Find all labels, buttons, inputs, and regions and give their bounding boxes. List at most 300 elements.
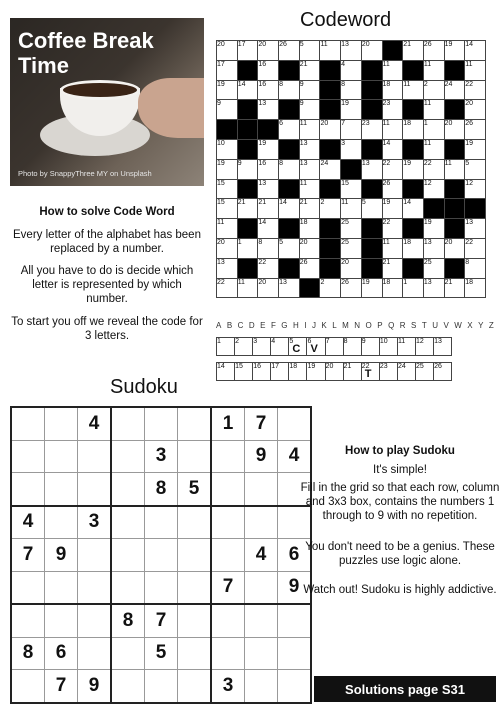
codeword-cell: 20 xyxy=(258,41,279,61)
codeword-black-cell xyxy=(382,41,403,61)
code-key-number: 11 xyxy=(397,338,406,345)
codeword-cell: 20 xyxy=(444,120,465,140)
codeword-cell: 23 xyxy=(382,100,403,120)
sudoku-cell xyxy=(178,604,212,637)
code-key-cell xyxy=(361,338,379,356)
alphabet-letter: Z xyxy=(488,321,494,330)
codeword-cell: 11 xyxy=(465,60,486,80)
codeword-cell: 9 xyxy=(217,100,238,120)
codeword-cell: 5 xyxy=(279,238,300,258)
code-key-letter: T xyxy=(364,368,372,380)
codeword-cell: 16 xyxy=(258,80,279,100)
codeword-cell: 13 xyxy=(423,238,444,258)
codeword-cell: 14 xyxy=(403,199,424,219)
codeword-cell: 2 xyxy=(320,278,341,298)
codeword-cell: 26 xyxy=(382,179,403,199)
code-key-number: 12 xyxy=(416,338,424,345)
codeword-cell: 21 xyxy=(258,199,279,219)
sudoku-cell xyxy=(45,407,78,440)
sudoku-howto-p3: You don't need to be a genius. These puzzles use logic alone. xyxy=(305,541,495,567)
codeword-cell: 25 xyxy=(341,219,362,239)
codeword-black-cell xyxy=(237,100,258,120)
sudoku-cell: 6 xyxy=(45,637,78,670)
sudoku-howto-p2: Fill in the grid so that each row, column and 3x3 box, contains the numbers 1 through to 9 with no repetition. xyxy=(300,482,500,522)
code-key-cell xyxy=(253,338,271,356)
codeword-cell: 17 xyxy=(237,41,258,61)
codeword-black-cell xyxy=(361,179,382,199)
code-key-number: 16 xyxy=(253,363,261,370)
sudoku-cell xyxy=(45,506,78,539)
sudoku-cell xyxy=(211,604,245,637)
codeword-cell: 1 xyxy=(403,278,424,298)
code-key-cell xyxy=(235,338,253,356)
sudoku-cell xyxy=(178,407,212,440)
code-key-cell xyxy=(397,338,415,356)
codeword-black-cell xyxy=(361,219,382,239)
codeword-cell: 15 xyxy=(217,199,238,219)
alphabet-letter: I xyxy=(304,321,307,330)
codeword-cell: 20 xyxy=(341,258,362,278)
alphabet-letter: J xyxy=(311,321,316,330)
sudoku-cell xyxy=(178,539,212,572)
alphabet-letter: W xyxy=(454,321,462,330)
sudoku-cell: 9 xyxy=(278,571,312,604)
codeword-cell: 13 xyxy=(258,100,279,120)
code-key-cell xyxy=(271,338,289,356)
codeword-cell: 11 xyxy=(299,179,320,199)
sudoku-cell: 7 xyxy=(245,407,278,440)
codeword-cell: 11 xyxy=(320,41,341,61)
codeword-cell: 11 xyxy=(423,100,444,120)
codeword-cell: 1 xyxy=(237,238,258,258)
code-key-letter: V xyxy=(310,343,318,355)
codeword-cell: 13 xyxy=(465,219,486,239)
codeword-cell: 20 xyxy=(320,120,341,140)
codeword-black-cell xyxy=(403,219,424,239)
alphabet-letter: B xyxy=(226,321,233,330)
sudoku-cell xyxy=(145,407,178,440)
codeword-cell: 2 xyxy=(423,80,444,100)
sudoku-cell xyxy=(245,670,278,703)
sudoku-cell: 7 xyxy=(45,670,78,703)
alphabet-row xyxy=(216,321,494,330)
codeword-cell: 20 xyxy=(444,238,465,258)
sudoku-cell xyxy=(245,571,278,604)
codeword-cell: 10 xyxy=(217,139,238,159)
code-key-number: 24 xyxy=(397,363,406,370)
codeword-cell: 8 xyxy=(258,238,279,258)
code-key-cell xyxy=(434,363,452,381)
codeword-black-cell xyxy=(279,139,300,159)
codeword-cell: 19 xyxy=(217,80,238,100)
codeword-cell: 20 xyxy=(217,41,238,61)
codeword-black-cell xyxy=(361,258,382,278)
codeword-cell: 15 xyxy=(217,179,238,199)
codeword-cell: 8 xyxy=(279,159,300,179)
alphabet-letter: S xyxy=(411,321,417,330)
codeword-cell: 18 xyxy=(299,219,320,239)
sudoku-grid xyxy=(10,406,312,704)
codeword-cell: 20 xyxy=(361,41,382,61)
sudoku-title: Sudoku xyxy=(110,376,178,398)
codeword-cell: 7 xyxy=(341,120,362,140)
code-key-number: 14 xyxy=(217,363,225,370)
page-title: Coffee Break Time xyxy=(18,28,154,78)
code-key-number: 25 xyxy=(416,363,424,370)
codeword-cell: 19 xyxy=(423,219,444,239)
codeword-cell: 11 xyxy=(444,159,465,179)
sudoku-cell: 3 xyxy=(211,670,245,703)
alphabet-letter: U xyxy=(432,321,438,330)
codeword-cell: 21 xyxy=(382,258,403,278)
sudoku-cell: 9 xyxy=(78,670,112,703)
codeword-cell: 22 xyxy=(382,159,403,179)
codeword-cell: 18 xyxy=(403,238,424,258)
code-key-cell xyxy=(379,363,397,381)
sudoku-cell xyxy=(145,539,178,572)
sudoku-cell xyxy=(45,473,78,506)
sudoku-cell xyxy=(211,637,245,670)
codeword-cell: 25 xyxy=(423,258,444,278)
alphabet-letter: T xyxy=(421,321,427,330)
code-key-cell xyxy=(361,363,379,381)
codeword-cell: 5 xyxy=(361,199,382,219)
sudoku-cell xyxy=(245,473,278,506)
code-key-cell xyxy=(325,363,343,381)
codeword-cell: 11 xyxy=(382,120,403,140)
code-key-number: 23 xyxy=(379,363,388,370)
codeword-black-cell xyxy=(403,60,424,80)
sudoku-cell: 8 xyxy=(111,604,145,637)
alphabet-letter: C xyxy=(237,321,244,330)
codeword-cell: 18 xyxy=(382,80,403,100)
sudoku-cell: 5 xyxy=(178,473,212,506)
code-key-number: 3 xyxy=(253,338,258,345)
code-key-cell xyxy=(235,363,253,381)
code-key-cell xyxy=(397,363,415,381)
codeword-cell: 20 xyxy=(258,278,279,298)
code-key-number: 8 xyxy=(343,338,348,345)
codeword-cell: 22 xyxy=(258,258,279,278)
codeword-grid xyxy=(216,40,486,298)
codeword-cell: 11 xyxy=(423,139,444,159)
codeword-black-cell xyxy=(465,199,486,219)
sudoku-cell xyxy=(11,571,45,604)
codeword-black-cell xyxy=(279,60,300,80)
codeword-black-cell xyxy=(361,139,382,159)
sudoku-cell xyxy=(78,473,112,506)
code-key-cell xyxy=(434,338,452,356)
alphabet-letter: N xyxy=(354,321,361,330)
codeword-black-cell xyxy=(258,120,279,140)
sudoku-cell xyxy=(178,506,212,539)
sudoku-cell xyxy=(111,473,145,506)
code-key-number: 4 xyxy=(271,338,276,345)
codeword-cell: 11 xyxy=(423,60,444,80)
codeword-cell: 9 xyxy=(299,100,320,120)
codeword-black-cell xyxy=(279,179,300,199)
codeword-cell: 5 xyxy=(465,159,486,179)
codeword-cell: 16 xyxy=(258,159,279,179)
code-key-number: 21 xyxy=(343,363,352,370)
code-key-cell xyxy=(289,338,307,356)
codeword-cell: 19 xyxy=(258,139,279,159)
codeword-cell: 14 xyxy=(279,199,300,219)
codeword-howto-title: How to solve Code Word xyxy=(39,206,175,218)
codeword-black-cell xyxy=(444,139,465,159)
code-key-cell xyxy=(289,363,307,381)
code-key-cell xyxy=(416,363,434,381)
sudoku-cell: 3 xyxy=(145,440,178,473)
code-key-row-2 xyxy=(216,362,452,381)
codeword-cell: 13 xyxy=(217,258,238,278)
code-key-number: 6 xyxy=(307,338,312,345)
codeword-cell: 14 xyxy=(237,80,258,100)
alphabet-letter: P xyxy=(377,321,383,330)
codeword-cell: 26 xyxy=(279,41,300,61)
codeword-black-cell xyxy=(279,258,300,278)
sudoku-cell xyxy=(11,407,45,440)
codeword-black-cell xyxy=(444,219,465,239)
codeword-cell: 22 xyxy=(217,278,238,298)
codeword-cell: 20 xyxy=(217,238,238,258)
sudoku-cell xyxy=(178,637,212,670)
codeword-cell: 16 xyxy=(258,60,279,80)
codeword-cell: 19 xyxy=(341,100,362,120)
codeword-cell: 17 xyxy=(217,60,238,80)
sudoku-cell: 4 xyxy=(11,506,45,539)
sudoku-cell xyxy=(211,539,245,572)
sudoku-howto-title: How to play Sudoku xyxy=(345,445,455,457)
codeword-cell: 21 xyxy=(237,199,258,219)
codeword-cell: 23 xyxy=(361,120,382,140)
sudoku-cell: 4 xyxy=(278,440,312,473)
sudoku-cell: 4 xyxy=(78,407,112,440)
sudoku-cell xyxy=(178,440,212,473)
sudoku-cell xyxy=(145,571,178,604)
codeword-cell: 13 xyxy=(299,139,320,159)
codeword-cell: 9 xyxy=(237,159,258,179)
sudoku-cell xyxy=(78,571,112,604)
codeword-cell: 9 xyxy=(299,80,320,100)
code-key-number: 9 xyxy=(361,338,366,345)
codeword-cell: 26 xyxy=(299,258,320,278)
sudoku-howto-p4: Watch out! Sudoku is highly addictive. xyxy=(303,584,497,596)
codeword-cell: 22 xyxy=(382,219,403,239)
codeword-cell: 26 xyxy=(341,278,362,298)
sudoku-cell: 6 xyxy=(278,539,312,572)
codeword-howto-p3: To start you off we reveal the code for 3 letters. xyxy=(11,316,203,342)
codeword-cell: 14 xyxy=(258,219,279,239)
codeword-black-cell xyxy=(361,80,382,100)
codeword-black-cell xyxy=(361,100,382,120)
coffee-surface xyxy=(60,80,140,100)
sudoku-howto-p1: It's simple! xyxy=(373,464,427,476)
codeword-cell: 13 xyxy=(258,179,279,199)
codeword-black-cell xyxy=(237,139,258,159)
code-key-cell xyxy=(217,338,235,356)
codeword-black-cell xyxy=(444,199,465,219)
codeword-black-cell xyxy=(237,60,258,80)
codeword-cell: 22 xyxy=(465,80,486,100)
codeword-black-cell xyxy=(320,179,341,199)
codeword-cell: 13 xyxy=(279,278,300,298)
codeword-black-cell xyxy=(361,60,382,80)
codeword-cell: 8 xyxy=(465,258,486,278)
sudoku-cell xyxy=(245,604,278,637)
codeword-cell: 14 xyxy=(382,139,403,159)
codeword-black-cell xyxy=(444,179,465,199)
sudoku-cell xyxy=(145,506,178,539)
codeword-cell: 11 xyxy=(341,199,362,219)
sudoku-cell xyxy=(245,637,278,670)
codeword-cell: 19 xyxy=(403,159,424,179)
sudoku-cell: 7 xyxy=(11,539,45,572)
code-key-number: 10 xyxy=(379,338,388,345)
sudoku-cell xyxy=(111,670,145,703)
codeword-black-cell xyxy=(444,258,465,278)
codeword-cell: 6 xyxy=(279,120,300,140)
sudoku-cell xyxy=(278,637,312,670)
codeword-black-cell xyxy=(299,278,320,298)
alphabet-letter: G xyxy=(281,321,288,330)
sudoku-cell xyxy=(245,506,278,539)
alphabet-letter: E xyxy=(260,321,266,330)
sudoku-cell xyxy=(178,670,212,703)
codeword-cell: 19 xyxy=(465,139,486,159)
code-key-number: 5 xyxy=(289,338,294,345)
codeword-cell: 21 xyxy=(403,41,424,61)
codeword-black-cell xyxy=(217,120,238,140)
codeword-black-cell xyxy=(320,258,341,278)
sudoku-cell xyxy=(111,539,145,572)
sudoku-cell xyxy=(111,506,145,539)
sudoku-cell xyxy=(45,440,78,473)
alphabet-letter: K xyxy=(321,321,327,330)
sudoku-cell: 8 xyxy=(11,637,45,670)
sudoku-cell xyxy=(11,440,45,473)
code-key-number: 22 xyxy=(361,363,370,370)
codeword-cell: 24 xyxy=(444,80,465,100)
sudoku-cell: 1 xyxy=(211,407,245,440)
codeword-title: Codeword xyxy=(300,9,392,31)
code-key-number: 18 xyxy=(289,363,298,370)
codeword-cell: 25 xyxy=(341,238,362,258)
codeword-cell: 18 xyxy=(382,278,403,298)
codeword-black-cell xyxy=(320,139,341,159)
codeword-cell: 11 xyxy=(403,80,424,100)
sudoku-cell xyxy=(111,637,145,670)
codeword-black-cell xyxy=(279,219,300,239)
code-key-cell xyxy=(217,363,235,381)
code-key-row-1 xyxy=(216,337,452,356)
codeword-cell: 11 xyxy=(217,219,238,239)
codeword-cell: 24 xyxy=(320,159,341,179)
codeword-black-cell xyxy=(279,100,300,120)
sudoku-cell xyxy=(178,571,212,604)
code-key-cell xyxy=(343,363,361,381)
codeword-cell: 8 xyxy=(341,80,362,100)
code-key-number: 1 xyxy=(217,338,221,345)
alphabet-letter: L xyxy=(332,321,337,330)
code-key-cell xyxy=(253,363,271,381)
alphabet-letter: A xyxy=(216,321,222,330)
codeword-cell: 14 xyxy=(465,41,486,61)
sudoku-cell xyxy=(278,407,312,440)
code-key-number: 19 xyxy=(307,363,316,370)
codeword-cell: 8 xyxy=(279,80,300,100)
codeword-black-cell xyxy=(237,219,258,239)
codeword-howto-p2: All you have to do is decide which letter is represented by which number. xyxy=(20,265,194,305)
codeword-black-cell xyxy=(403,139,424,159)
codeword-black-cell xyxy=(403,100,424,120)
codeword-cell: 13 xyxy=(341,41,362,61)
codeword-cell: 12 xyxy=(423,179,444,199)
code-key-number: 15 xyxy=(235,363,243,370)
code-key-cell xyxy=(325,338,343,356)
code-key-cell xyxy=(271,363,289,381)
codeword-cell: 13 xyxy=(299,159,320,179)
code-key-letter: C xyxy=(292,343,301,355)
codeword-cell: 21 xyxy=(444,278,465,298)
code-key-cell xyxy=(343,338,361,356)
codeword-black-cell xyxy=(320,219,341,239)
codeword-cell: 19 xyxy=(444,41,465,61)
solutions-banner: Solutions page S31 xyxy=(314,676,496,702)
codeword-cell: 3 xyxy=(341,139,362,159)
coffee-photo xyxy=(10,18,204,186)
sudoku-cell: 5 xyxy=(145,637,178,670)
code-key-cell xyxy=(307,363,325,381)
codeword-black-cell xyxy=(403,258,424,278)
sudoku-cell xyxy=(111,571,145,604)
codeword-cell: 12 xyxy=(465,179,486,199)
sudoku-cell: 9 xyxy=(245,440,278,473)
codeword-black-cell xyxy=(320,100,341,120)
sudoku-cell xyxy=(111,407,145,440)
sudoku-cell xyxy=(78,604,112,637)
code-key-cell xyxy=(307,338,325,356)
codeword-cell: 11 xyxy=(237,278,258,298)
codeword-cell: 22 xyxy=(465,238,486,258)
photo-credit: Photo by SnappyThree MY on Unsplash xyxy=(18,169,152,178)
code-key-cell xyxy=(416,338,434,356)
codeword-black-cell xyxy=(237,258,258,278)
codeword-cell: 5 xyxy=(299,41,320,61)
codeword-black-cell xyxy=(403,179,424,199)
sudoku-cell: 3 xyxy=(78,506,112,539)
sudoku-cell xyxy=(211,473,245,506)
alphabet-letter: F xyxy=(270,321,276,330)
alphabet-letter: H xyxy=(293,321,299,330)
sudoku-cell xyxy=(145,670,178,703)
sudoku-cell xyxy=(78,637,112,670)
codeword-black-cell xyxy=(237,179,258,199)
code-key-number: 20 xyxy=(325,363,334,370)
sudoku-cell xyxy=(211,506,245,539)
codeword-black-cell xyxy=(423,199,444,219)
alphabet-letter: D xyxy=(248,321,255,330)
sudoku-cell xyxy=(278,604,312,637)
sudoku-cell xyxy=(45,604,78,637)
codeword-cell: 26 xyxy=(465,120,486,140)
codeword-cell: 19 xyxy=(361,278,382,298)
codeword-cell: 1 xyxy=(423,120,444,140)
alphabet-letter: Y xyxy=(478,321,484,330)
codeword-black-cell xyxy=(320,80,341,100)
codeword-cell: 18 xyxy=(403,120,424,140)
alphabet-letter: O xyxy=(365,321,372,330)
